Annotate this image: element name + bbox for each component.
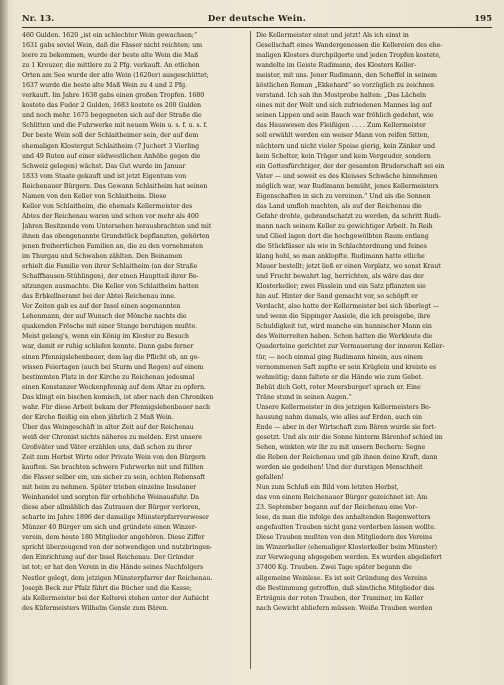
right-text-column bbox=[256, 31, 490, 671]
text-line: Der beste Wein soll der Schlaitheimer sein, der auf dem bbox=[22, 132, 199, 140]
text-line: Verdacht, also hatte der Kellermeister bei sich überlegt — bbox=[256, 303, 440, 311]
text-line: Keller von Schlaitheim, die ehemals Kellermeister des bbox=[22, 202, 193, 210]
text-line: köstlichen Roman „Ekkehard“ so vorzüglich zu zeichnen bbox=[256, 82, 434, 90]
text-line: Schweiz gelegen) wächst. Das Gut wurde im Januar bbox=[22, 162, 186, 170]
text-line: werden sie gedeihen! Und der durstigen Menschheit bbox=[256, 464, 423, 472]
text-line: mit heim zu nehmen. Später trieben einzelne Insulaner bbox=[22, 484, 197, 492]
text-line: die Reben der Reichenau und gib ihnen deine Kraft, dann bbox=[256, 453, 438, 461]
text-line: des Weiterreiten haben. Schon hatten die Werkleute die bbox=[256, 333, 433, 341]
text-line: verstand. Ich sah ihn Mostprobe halten: „Das Lächeln bbox=[256, 92, 427, 100]
text-line: zu 1 Kreuzer, die mittlere zu 2 Pfg. verkauft. An etlichen bbox=[22, 62, 200, 70]
text-line: scharte im Jahre 1896 der damalige Münsterpfarrverweser bbox=[22, 514, 209, 522]
text-line: gesetzt. Und als mir die Sonne hinterm Bärenhof schied im bbox=[256, 433, 443, 441]
text-line: hausung nahm damals, wie alles auf Erden, auch ein bbox=[256, 413, 422, 421]
text-line: sitzungen ausmachte. Die Keller von Schlaitheim hatten bbox=[22, 283, 199, 291]
text-line: Reichenauer Bürgern. Das Gewann Schlaitheim hat seinen bbox=[22, 182, 208, 190]
text-line: Über das Weingeschäft in alter Zeit auf der Reichenau bbox=[22, 423, 194, 431]
text-line: Die Kellermeister einst und jetzt! Als ich einst in bbox=[256, 32, 409, 39]
text-line: kostete das Fuder 2 Gulden, 1683 kostete es 200 Gulden bbox=[22, 102, 202, 110]
text-line: Schlitten und die Fuhrwerke mit neuem Wein u. s. f. u. s. f. bbox=[22, 122, 208, 130]
text-line: Gesellschaft eines Wandergenossen die Kellereien des ehe- bbox=[256, 42, 443, 50]
text-line: wahr. Für diese Arbeit bekam der Pfennigslehenbauer nach bbox=[22, 403, 211, 411]
text-line: Vor Zeiten gab es auf der Insel einen sogenannten bbox=[22, 303, 181, 311]
text-line: Sehen, winkten wir ihr zu mit unsern Bechern: Segne bbox=[256, 443, 426, 451]
text-line: Großväter und Väter erzählen uns, daß schon zu ihrer bbox=[22, 443, 193, 451]
column-divider bbox=[250, 31, 251, 669]
text-line: jenen freiherrlichen Familien an, die zu den vornehmsten bbox=[22, 242, 203, 250]
text-line: ihnen das obengenannte Grundstück bepflanzten, gehörten bbox=[22, 232, 210, 240]
text-line: 1631 gabs soviel Wein, daß die Fässer nicht reichten; um bbox=[22, 42, 203, 50]
text-line: mann nach seinem Keller zu gewichtiger Arbeit. In Reih bbox=[256, 222, 433, 230]
text-line: und 49 Ruten auf einer südwestlichen Anhöhe gegen die bbox=[22, 152, 201, 160]
text-line: Schuldigkeit tut, wird manche ein hunnischer Mann ein bbox=[256, 323, 432, 331]
text-line: und Frucht bewahrt lag, herrichten, als wäre das der bbox=[256, 273, 424, 281]
text-line: quakenden Frösche mit einer Stange beruhigen mußte. bbox=[22, 323, 198, 331]
text-line: leere zu bekommen, wurde der beste alte Wein die Maß bbox=[22, 52, 199, 60]
text-line: Quaderteine gerichtet zur Vermauerung der inneren Keller- bbox=[256, 343, 445, 351]
text-line: spricht überzeugend von der notwendigen und nutzbringen- bbox=[22, 544, 213, 552]
text-line: Mauer bestellt; jetzt ließ er einen Vorplatz, wo sonst Kraut bbox=[256, 263, 441, 271]
text-line: Behüt dich Gott, roter Meersburger! sprach er. Eine bbox=[256, 383, 421, 391]
journal-title: Der deutsche Wein. bbox=[207, 14, 307, 24]
text-line: Diese Trauben mußten von den Mitgliedern des Vereins bbox=[256, 534, 433, 542]
text-line: war, damit er ruhig schlafen konnte. Dann gabs ferner bbox=[22, 343, 194, 351]
text-line: 460 Gulden. 1620 „ist ein schlechter Wein gewachsen;“ bbox=[22, 32, 198, 39]
text-line: Namen von den Keller von Schlaitheim. Diese bbox=[22, 192, 167, 200]
running-header bbox=[22, 12, 492, 26]
text-line: Erträgnis der roten Trauben, der Traminer, im Keller bbox=[256, 594, 424, 602]
text-line: weiß der Chronist nichts näheres zu melden. Erst unsere bbox=[22, 433, 202, 441]
text-line: 37400 Kg. Trauben. Zwei Tage später begann die bbox=[256, 564, 412, 572]
text-line: Nestler gelegt, dem jetzigen Münsterpfarrer der Reichenau. bbox=[22, 574, 213, 582]
text-line: wissen Feiertagen (auch bei Sturm und Regen) auf einem bbox=[22, 363, 204, 371]
left-text-column bbox=[22, 31, 247, 671]
text-line: maligen Klosters durchpilgerte und jeden Tropfen kostete, bbox=[256, 52, 441, 60]
text-line: Das klingt ein bischen komisch, ist aber nach den Chroniken bbox=[22, 393, 214, 401]
text-line: die Bestimmung getroffen, daß sämtliche Mitglieder das bbox=[256, 584, 435, 592]
text-line: im Winzerkeller (ehemaliger Klosterkeller beim Münster) bbox=[256, 544, 438, 552]
text-line: Vater — und soweit es des Kleisses Schwäche hinnehmen bbox=[256, 172, 438, 180]
text-line: Nun zum Schluß ein Bild vom letzten Herbst, bbox=[256, 484, 399, 492]
text-line: das Hauswesen des Fleißigen . . . . Zum Kellermeister bbox=[256, 122, 426, 130]
text-line: lese, da man die infolge des anhaltenden Regenwetters bbox=[256, 514, 431, 522]
text-line: Joseph Beck zur Pfalz führt die Bücher und die Kasse; bbox=[22, 584, 192, 592]
text-line: Jahren Besitzende vom Untersehen herausbrachten und mit bbox=[22, 222, 212, 230]
text-line: Gefahr drohte, gebrandschatzt zu werden, da schritt Rudi- bbox=[256, 212, 441, 220]
text-line: den Einrichtung auf der Insel Reichenau. Der Gründer bbox=[22, 554, 194, 562]
text-line: hin auf. Hinter der Sand gemacht vor, so schöpft er bbox=[256, 293, 418, 301]
text-line: diese aber allmählich das Zutrauen der Bürger verloren, bbox=[22, 504, 201, 512]
text-line: nüchtern und nicht vieler Speise gierig, kein Zänker und bbox=[256, 142, 435, 150]
text-line: Klosterkeller; zwei Fässlein und ein Satz pflanzten sie bbox=[256, 283, 426, 291]
text-line: einen Pfennigslehenbauer, dem lag die Pflicht ob, an ge- bbox=[22, 353, 200, 361]
text-line: soll erwählt werden ein weiser Mann von reifen Sitten, bbox=[256, 132, 430, 140]
text-line: die Stückfässer als wie in Schlachtordnung und feines bbox=[256, 242, 427, 250]
text-line: Abtes der Reichenau waren und schon vor mehr als 400 bbox=[22, 212, 199, 220]
text-line: einen Konstanzer Weckenpfennig auf dem Altar zu opfern. bbox=[22, 383, 206, 391]
text-line: erhielt die Familie von ihrer Schlaitheim (an der Straße bbox=[22, 263, 198, 271]
text-line: möglich war, war Rudimann bemüht, jenes Kellermeisters bbox=[256, 182, 439, 190]
text-line: verein, dem heute 180 Mitglieder angehören. Diese Ziffer bbox=[22, 534, 205, 542]
text-line: Weinhandel und sorgten für erhebliche Weinausfuhr. Da bbox=[22, 494, 199, 502]
text-line: des Küfermeisters Wilhelm Gensle zum Bären. bbox=[22, 604, 169, 612]
text-line: und noch mehr. 1675 begegneten sich auf der Straße die bbox=[22, 112, 202, 120]
text-line: allgemeine Weinlese. Es ist seit Gründung des Vereins bbox=[256, 574, 428, 582]
text-line: gefallen! bbox=[256, 474, 284, 482]
text-line: Ende — aber in der Wirtschaft zum Bären wurde sie fort- bbox=[256, 423, 437, 431]
text-line: Träne stund in seinen Augen.“ bbox=[256, 393, 352, 401]
text-line: und Glied lagen dort die hochgewölbten Raum entlang bbox=[256, 232, 429, 240]
text-line: meister, mit uns. Jener Rudimann, den Scheffel in seinem bbox=[256, 72, 437, 80]
text-line: tür, — noch einmal ging Rudimann hinein, aus einem bbox=[256, 353, 423, 361]
text-line: wandelte im Geiste Rudimann, des Klosters Keller- bbox=[256, 62, 417, 70]
text-line: die Fässer selber ein, um sicher zu sein, echten Rebensaft bbox=[22, 474, 206, 482]
text-line: Münzer 40 Bürger um sich und gründete einen Winzer- bbox=[22, 524, 197, 532]
text-line: Schaffhausen-Stühlingen), der einen Hauptteil ihrer Be- bbox=[22, 273, 199, 281]
text-line: Orten am See wurde der alte Wein (1620er) ausgeschüttet; bbox=[22, 72, 209, 80]
text-line: seinen Lippen und sein Bauch war fröhlich gedehnt, wie bbox=[256, 112, 434, 120]
text-line: wehmütig; dann faltete er die Hände wie zum Gebet. bbox=[256, 373, 424, 381]
text-line: ein Gottesfürchtiger, der der gesamten Bruderschaft sei ein bbox=[256, 162, 445, 170]
text-line: 1833 vom Staate gekauft und ist jetzt Eigentum von bbox=[22, 172, 187, 180]
page-number: 195 bbox=[474, 14, 492, 24]
issue-number: Nr. 13. bbox=[22, 14, 55, 24]
text-line: 23. September begann auf der Reichenau eine Vor- bbox=[256, 504, 418, 512]
text-line: als Kellermeister bei der Kelterei stehen unter der Aufsicht bbox=[22, 594, 209, 602]
text-line: das Erbkellneramt bei der Abtei Reichenau inne. bbox=[22, 293, 176, 301]
text-line: ehemaligen Klostergut Schlaitheim (7 Juchert 3 Vierling bbox=[22, 142, 200, 150]
text-line: das Land umfloh machten, als auf der Reichenau die bbox=[256, 202, 422, 210]
text-line: Unsere Kellermeister in des jetzigen Kellermeisters Be- bbox=[256, 403, 431, 411]
text-line: das von einem Reichenauer Bürger gezeichnet ist: Am bbox=[256, 494, 428, 502]
text-line: nach Gewicht abliefern müssen. Weiße Trauben werden bbox=[256, 604, 433, 612]
text-line: vernommenen Saft zapfte er sein Krüglein und kreiste es bbox=[256, 363, 437, 371]
text-line: Zeit zum Herbst Wirte oder Private Wein von den Bürgern bbox=[22, 453, 206, 461]
text-line: ist tot; er hat den Verein in die Hände seines Nachfolgers bbox=[22, 564, 204, 572]
text-line: der Kirche fleißig ein eben jährlich 2 Maß Wein. bbox=[22, 413, 174, 421]
text-line: zur Verwiegung abgegeben werden. Es wurden abgeliefert bbox=[256, 554, 442, 562]
text-line: Eigenschaften in sich zu vereinen.“ Und als die Sonnen bbox=[256, 192, 431, 200]
text-line: Lehenmann, der auf Wunsch der Mönche nachts die bbox=[22, 313, 187, 321]
page-binding-edge bbox=[0, 0, 8, 685]
text-line: klang hohl, so man anklopfte. Rudimann hatte etliche bbox=[256, 253, 425, 261]
text-line: kauften. Sie brachten schwere Fuhrwerke mit und füllten bbox=[22, 464, 204, 472]
text-line: eines mit der Welt und sich zufriedenen Mannes lag auf bbox=[256, 102, 432, 110]
text-line: 1637 wurde die beste alte Maß Wein zu 4 und 2 Pfg. bbox=[22, 82, 188, 90]
text-line: kein Schelter, kein Träger und kein Vergeuder, sondern bbox=[256, 152, 431, 160]
text-line: angefaulten Trauben nicht ganz verderben lassen wollte. bbox=[256, 524, 436, 532]
text-line: im Thurgau und Schwaben zählten. Den Beinamen bbox=[22, 253, 183, 261]
text-line: bestimmten Platz in der Kirche zu Reichenau jedesmal bbox=[22, 373, 195, 381]
text-line: verkauft. Im Jahre 1638 gabs einen großen Tropfen. 1680 bbox=[22, 92, 205, 100]
header-rule bbox=[22, 27, 492, 28]
text-line: Meist gelang's, wenn ein König im Kloster zu Besuch bbox=[22, 333, 190, 341]
text-line: und wenn die Sippinger Aasiele, die ich preisgebe, ihre bbox=[256, 313, 431, 321]
